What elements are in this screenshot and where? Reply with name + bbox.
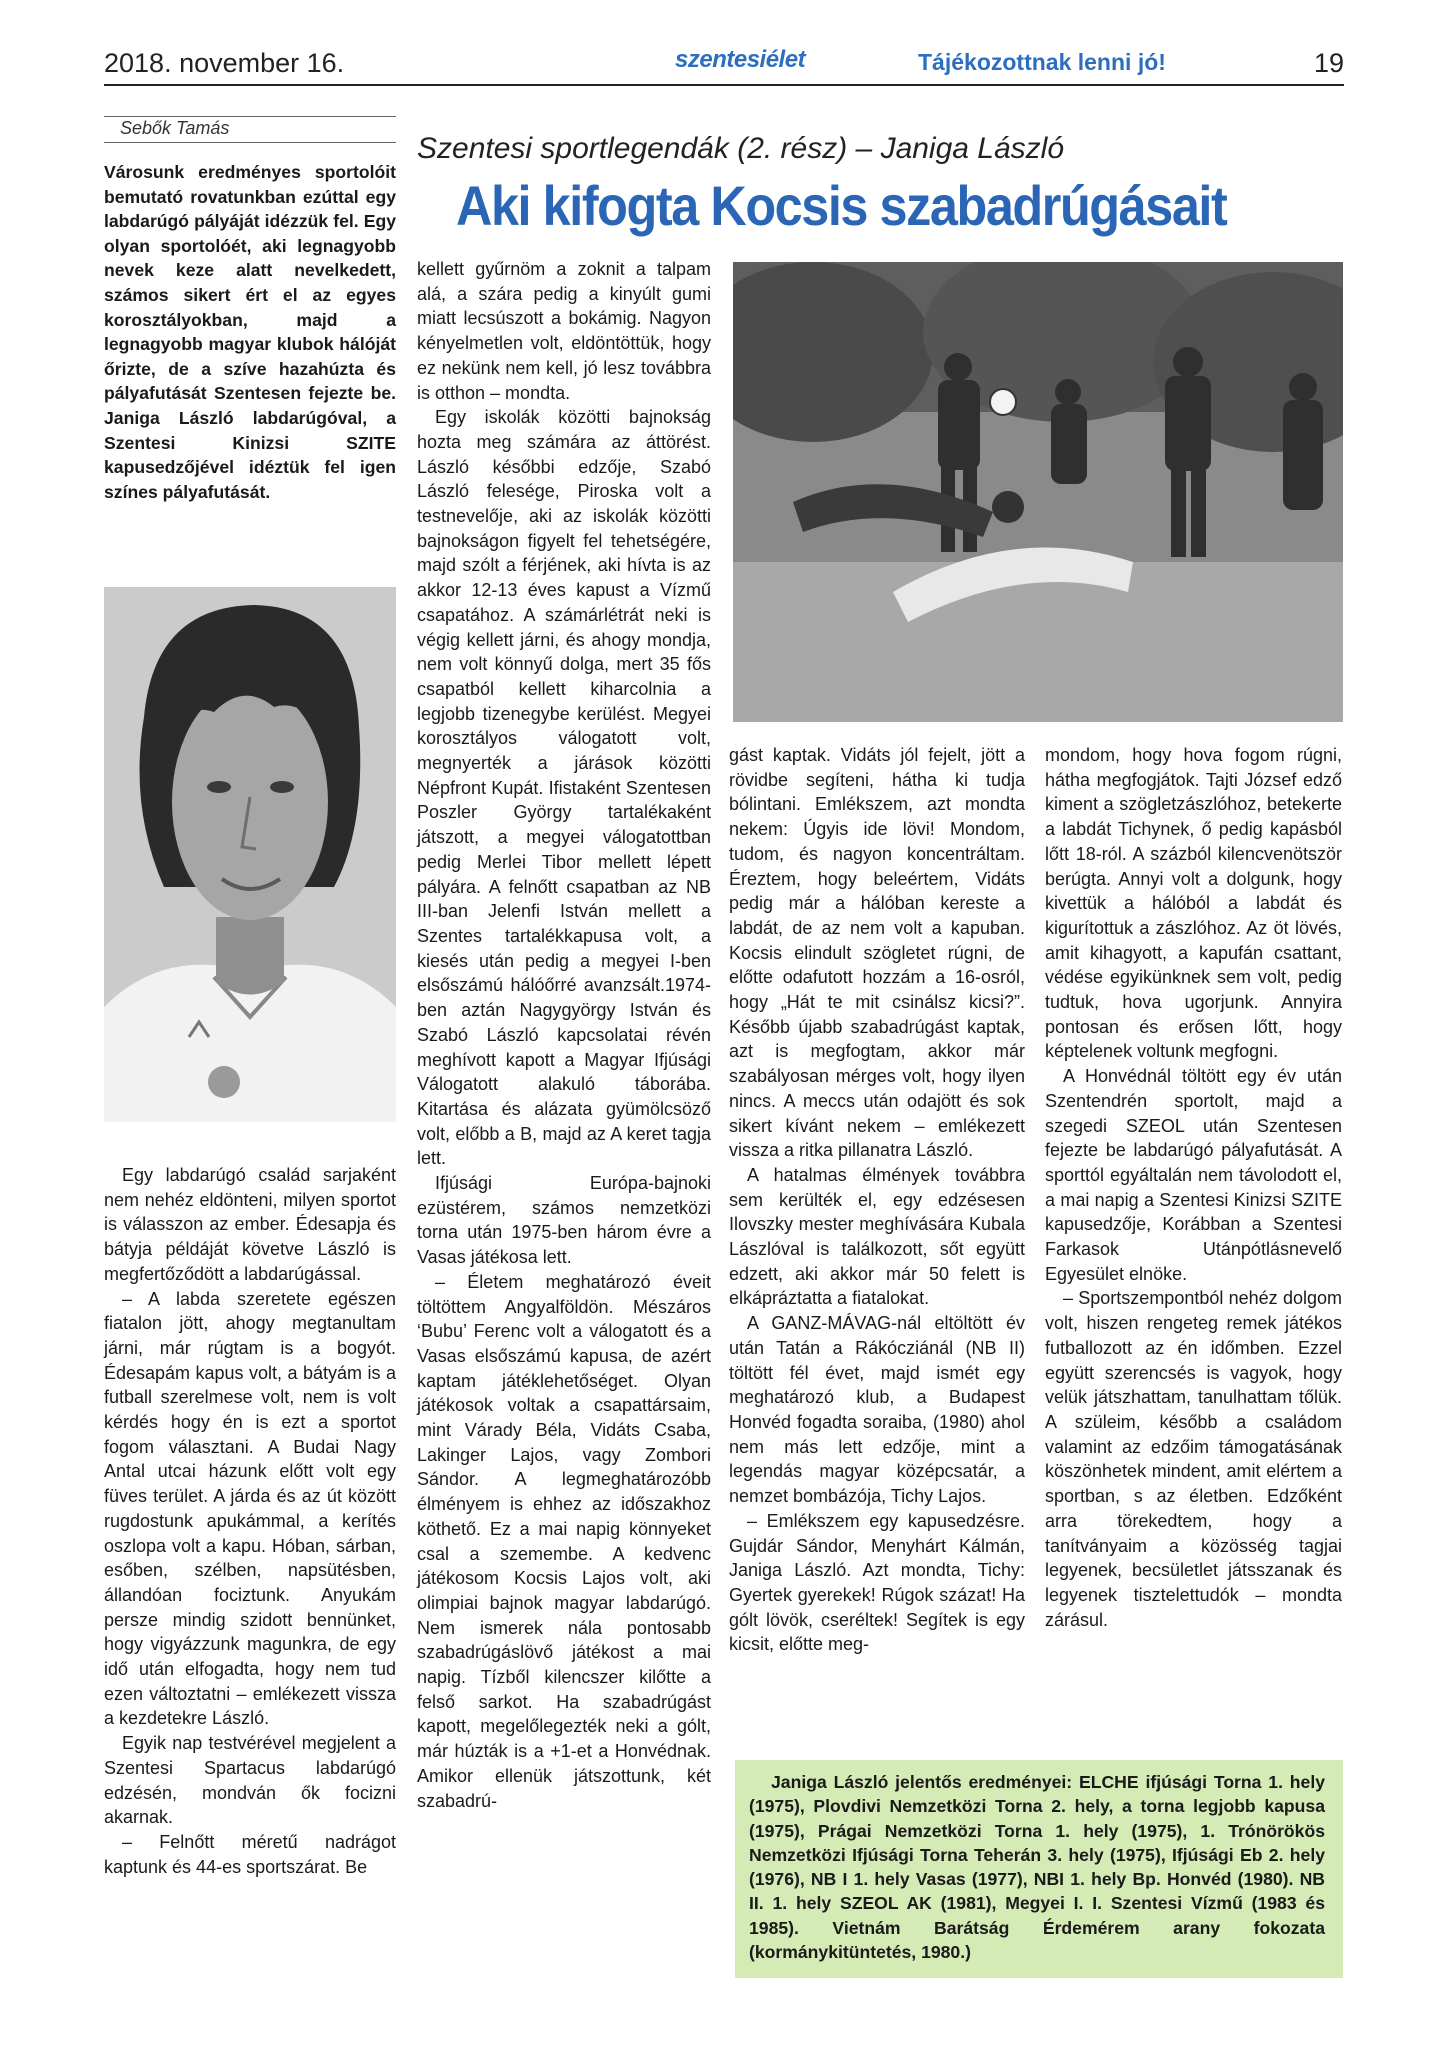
paragraph: – Emlékszem egy kapusedzésre. Gujdár Sándor, Menyhárt Kálmán, Janiga László. Azt mondta, Tichy: Gyertek gyerekek! Rúgok százat! Ha gólt lövök, cseréltek! Segítek is egy kicsit, előtte meg- — [729, 1510, 1025, 1655]
author-rule-top — [104, 116, 396, 117]
paragraph: kellett gyűrnöm a zoknit a talpam alá, a szára pedig a kinyúlt gumi miatt lecsúszott a bokámig. Nagyon kényelmetlen volt, eldöntöttük, hogy ez nekünk nem kell, jó lesz továbbra is otthon – mondta. — [417, 259, 711, 403]
paragraph: – Felnőtt méretű nadrágot kaptunk és 44-es sportszárat. Be — [104, 1831, 396, 1877]
paragraph: Egy labdarúgó család sarjaként nem nehéz eldönteni, milyen sportot is válasszon az ember. Édesapja és bátyja példáját követve László is megfertőződött a labdarúgással. — [104, 1165, 396, 1284]
newspaper-slogan: Tájékozottnak lenni jó! — [918, 49, 1166, 75]
issue-date: 2018. november 16. — [104, 48, 345, 78]
paragraph: gást kaptak. Vidáts jól fejelt, jött a rövidbe segíteni, hátha ki tudja bólintani. Emlékszem, azt mondta nekem: Úgyis ide lövi! Mondom, tudom, és nagyon koncentráltam. Éreztem, hogy beleértem, Vidáts pedig már a hálóban kereste a labdát, de az nem volt a kapuban. Kocsis elindult szögletet rúgni, de előtte odafutott hozzám a 16-osról, hogy „Hát te mit csinálsz kicsi?”. Később újabb szabadrúgást kaptak, azt is megfogtam, akkor már szabályosan mérges volt, hogy ilyen nincs. A meccs után odajött és sok sikert kívánt nekem – emlékezett vissza a ritka pillanatra László. — [729, 745, 1025, 1161]
paragraph: – Életem meghatározó éveit töltöttem Angyalföldön. Mészáros ‘Bubu’ Ferenc volt a válogatott és a Vasas elsőszámú kapusa, de azért kaptam játéklehetőséget. Olyan játékosok voltak a csapattársaim, mint Várady Béla, Vidáts Csaba, Lakinger Lajos, vagy Zombori Sándor. A legmeghatározóbb élményem is ehhez az időszakhoz köthető. Ez a mai napig könnyeket csal a szemembe. A kedvenc játékosom Kocsis Lajos volt, aki olimpiai bajnok magyar labdarúgó. Nem ismerek nála pontosabb szabadrúgáslövő játékost a mai napig. Tízből kilencszer kilőtte a felső sarkot. Ha szabadrúgást kapott, megelőlegezték neki a gólt, már húzták is a +1-et a Honvédnak. Amikor ellenük játszottunk, két szabadrú- — [417, 1271, 711, 1811]
body-column-4 — [1045, 743, 1342, 1632]
portrait-photo — [104, 587, 396, 1122]
match-action-photo — [733, 262, 1343, 722]
match-action-illustration — [733, 262, 1343, 722]
article-kicker: Szentesi sportlegendák (2. rész) – Janiga László — [417, 132, 1065, 165]
paragraph: – A labda szeretete egészen fiatalon jött, ahogy megtanultam járni, már rúgtam is a bogyót. Édesapám kapus volt, a bátyám is a futball szerelmese volt, nem is volt kérdés hogy én is ezt a sportot fogom választani. A Budai Nagy Antal utcai házunk előtt volt egy füves terület. A járda és az út között rugdostunk apukámmal, a kerítés oszlopa volt a kapu. Hóban, sárban, esőben, szélben, napsütésben, állandóan fociztunk. Anyukám persze mindig szidott bennünket, hogy vigyázzunk magunkra, de egy idő után elfogadta, hogy nem tud ezen változtatni – emlékezett vissza a kezdetekre László. — [104, 1288, 396, 1729]
article-headline: Aki kifogta Kocsis szabadrúgásait — [456, 174, 1227, 237]
paragraph: – Sportszempontból nehéz dolgom volt, hiszen rengeteg remek játékos futballozott az én időmben. Ezzel együtt szerencsés is vagyok, hogy velük játszhattam, tanulhattam tőlük. A szüleim, később a családom valamint az edzőim támogatásának köszönhetek mindent, amit elértem a sportban, s az életben. Edzőként arra törekedtem, hogy a tanítványaim a közösség tagjai legyenek, becsületlet játsszanak és legyenek tisztelettudók – mondta zárásul. — [1045, 1288, 1342, 1630]
paragraph: Ifjúsági Európa-bajnoki ezüstérem, számos nemzetközi torna után 1975-ben három évre a Vasas játékosa lett. — [417, 1173, 711, 1268]
article-lead: Városunk eredményes sportolóit bemutató rovatunkban ezúttal egy labdarúgó pályáját idézzük fel. Egy olyan sportolóét, aki legnagyobb nevek keze alatt nevelkedett, számos sikert ért el az egyes korosztályokban, majd a legnagyobb magyar klubok hálóját őrizte, de a szíve hazahúzta és pályafutását Szentesen fejezte be. Janiga László labdarúgóval, a Szentesi Kinizsi SZITE kapusedzőjével idéztük fel igen színes pályafutását. — [104, 162, 396, 502]
page-number: 19 — [1313, 48, 1344, 78]
paragraph: A GANZ-MÁVAG-nál eltöltött év után Tatán a Rákócziánál (NB II) töltött fél évet, majd ismét egy meghatározó klub, a Budapest Honvéd fogadta soraiba, (1980) ahol nem más lett edzője, mint a legendás magyar középcsatár, a nemzet bombázója, Tichy Lajos. — [729, 1313, 1025, 1507]
newspaper-logo: szentesiélet — [675, 46, 806, 73]
paragraph: Egyik nap testvérével megjelent a Szentesi Spartacus labdarúgó edzésén, mondván ők focizni akarnak. — [104, 1733, 396, 1828]
paragraph: A Honvédnál töltött egy év után Szentendrén sportolt, majd a szegedi SZEOL után Szentesen fejezte be labdarúgó pályafutását. A sporttól egyáltalán nem távolodott el, a mai napig a Szentesi Kinizsi SZITE kapusedzője, Korábban a Szentesi Farkasok Utánpótlásnevelő Egyesület elnöke. — [1045, 1066, 1342, 1284]
paragraph: Egy iskolák közötti bajnokság hozta meg számára az áttörést. László későbbi edzője, Szabó László felesége, Piroska volt a testnevelője, aki az iskolák közötti bajnokságon figyelt fel tehetségére, majd szólt a férjének, aki hívta is az akkor 12-13 éves kapust a Vízmű csapatához. A számárlétrát neki is végig kellett járni, és ahogy mondja, nem volt könnyű dolga, mert 35 fős csapatból kellett kiharcolnia a legjobb tizenegybe kerülést. Megyei korosztályos válogatott volt, megnyerték a járások közötti Népfront Kupát. Ifistaként Szentesen Poszler György tartalékaként játszott, a megyei válogatottban pedig Merlei Tibor mellett lépett pályára. A felnőtt csapatban az NB III-ban Jelenfi István mellett a Szentes tartalékkapusa volt, a kiesés után pedig a megyei I-ben elsőszámú hálóőrré avanzsált.1974-ben aztán Nagygyörgy István és Szabó László kapcsolatai révén meghívott kapott a Magyar Ifjúsági Válogatott alakuló táborába. Kitartása és alázata gyümölcsöző volt, előbb a B, majd az A keret tagja lett. — [417, 407, 711, 1169]
paragraph: mondom, hogy hova fogom rúgni, hátha megfogjátok. Tajti József edző kiment a szögletzászlóhoz, betekerte a labdát Tichynek, ő pedig kapásból lőtt 18-ról. A százból kilencvenötször berúgta. Annyi volt a dolgunk, hogy kivettük a hálóból a labdát és kigurítottuk a zászlóhoz. Az öt lövés, amit kihagyott, a kapufán csattant, védése egyikünknek sem volt, pedig tudtuk, hova ugorjunk. Annyira pontosan és erősen lőtt, hogy képtelenek voltunk megfogni. — [1045, 745, 1342, 1062]
body-column-3 — [729, 743, 1025, 1657]
body-column-1 — [104, 1163, 396, 1879]
results-box: Janiga László jelentős eredményei: ELCHE ifjúsági Torna 1. hely (1975), Plovdivi Nemzetközi Torna 2. hely, a torna legjobb kapusa (1975), Prágai Nemzetközi Torna 1. hely (1975), 1. Trónörökös Nemzetközi Ifjúsági Torna Teherán 3. hely (1975), Ifjúsági Eb 2. hely (1976), NB I 1. hely Vasas (1977), NBI 1. hely Bp. Honvéd (1980). NB II. 1. hely SZEOL AK (1981), Megyei I. I. Szentesi Vízmű (1983 és 1985). Vietnám Barátság Érdemérem arany fokozata (kormánykitüntetés, 1980.) — [735, 1760, 1343, 1978]
header-rule — [104, 84, 1344, 86]
article-author: Sebők Tamás — [120, 118, 230, 138]
paragraph: A hatalmas élmények továbbra sem kerülték el, egy edzésesen Ilovszky mester meghívására Kubala Lászlóval is találkozott, sőt együtt edzett, aki akkor már 50 felett is elkápráztatta a fiatalokat. — [729, 1164, 1025, 1309]
body-column-2 — [417, 257, 711, 1813]
author-rule-bottom — [104, 142, 396, 143]
portrait-illustration — [104, 587, 396, 1122]
